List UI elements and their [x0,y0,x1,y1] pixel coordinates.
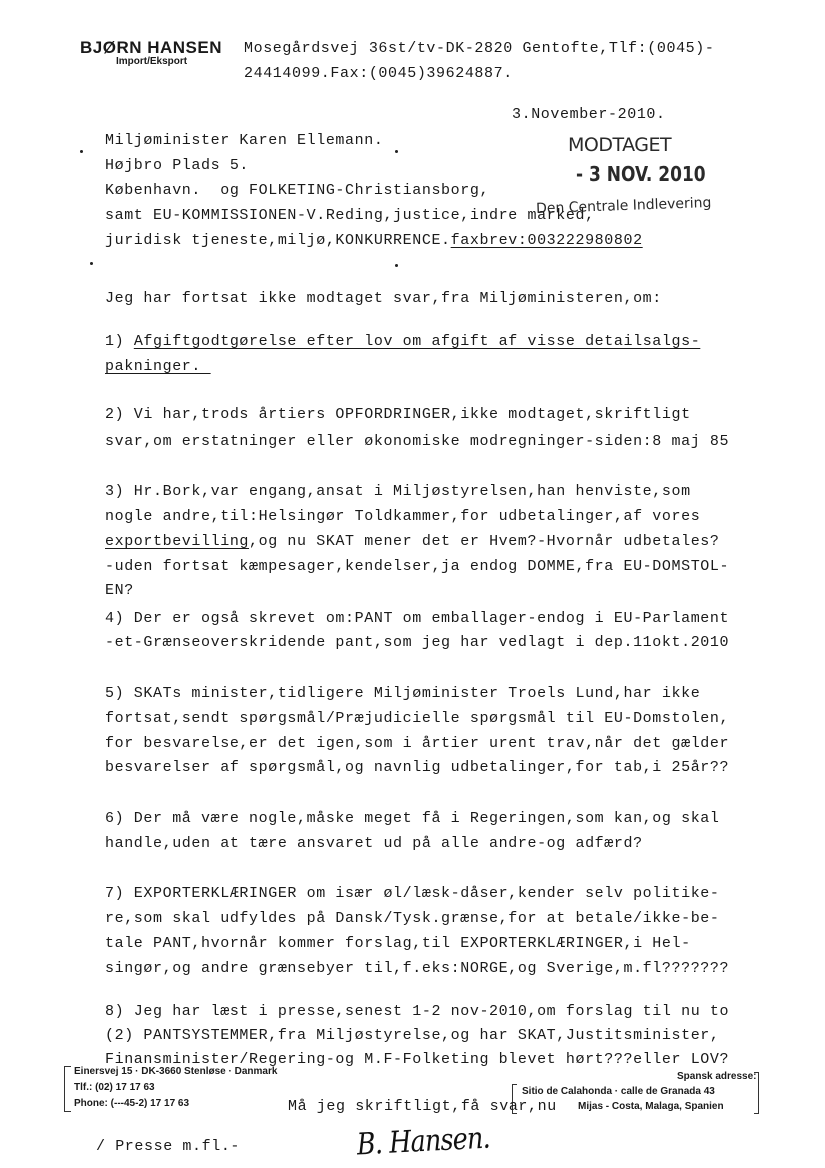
recipient-line-2: Højbro Plads 5. [105,157,250,174]
footer-dk-line-1: Einersvej 15 · DK-3660 Stenløse · Danmark [74,1066,278,1077]
recipient-line-3: København. og FOLKETING-Christiansborg, [105,182,490,199]
point-6-line-2: handle,uden at tære ansvaret ud på alle andre-og adfærd? [105,835,643,852]
point-3-line-2: nogle andre,til:Helsingør Toldkammer,for udbetalinger,af vores [105,508,701,525]
footer-es-line-2: Sitio de Calahonda · calle de Granada 43 [522,1086,715,1097]
signature: B. Hansen. [355,1120,491,1163]
point-5-line-2: fortsat,sendt spørgsmål/Præjudicielle spørgsmål til EU-Domstolen, [105,710,730,727]
stamp-date: - 3 NOV. 2010 [576,163,706,187]
point-1-subject: Afgiftgodtgørelse efter lov om afgift af visse detailsalgs- [133,333,701,350]
intro-text: Jeg har fortsat ikke modtaget svar,fra Miljøministeren,om: [105,290,662,307]
footer-dk-line-2: Tlf.: (02) 17 17 63 [74,1082,155,1093]
point-8-line-3: Finansminister/Regering-og M.F-Folketing blevet hørt???eller LOV? [105,1051,730,1068]
recipient-line-4: samt EU-KOMMISSIONEN-V.Reding,justice,indre marked, [105,207,595,224]
recipient-departments: juridisk tjeneste,miljø,KONKURRENCE. [105,232,451,249]
sender-name: BJØRN HANSEN [80,38,223,57]
margin-dot [90,262,93,265]
point-8-line-2: (2) PANTSYSTEMMER,fra Miljøstyrelse,og har SKAT,Justitsminister, [105,1027,720,1044]
point-4-line-2: -et-Grænseoverskridende pant,som jeg har vedlagt i dep.11okt.2010 [105,634,730,651]
point-3-line-3-rest: ,og nu SKAT mener det er Hvem?-Hvornår udbetales? [249,533,720,550]
stamp-received: MODTAGET [568,134,672,156]
point-5-line-4: besvarelser af spørgsmål,og navnlig udbetalinger,for tab,i 25år?? [105,759,730,776]
stamp-office: Den Centrale Indlevering [535,194,712,218]
es-address-bracket-right [754,1072,759,1114]
footer-es-line-3: Mijas - Costa, Malaga, Spanien [578,1101,724,1112]
point-6-line-1: 6) Der må være nogle,måske meget få i Regeringen,som kan,og skal [105,810,720,827]
point-5-line-1: 5) SKATs minister,tidligere Miljøminister Troels Lund,har ikke [105,685,701,702]
point-3-line-3 [105,533,720,550]
sender-address-line2: 24414099.Fax:(0045)39624887. [244,65,513,82]
margin-dot [395,150,398,153]
point-2-line-1: 2) Vi har,trods årtiers OPFORDRINGER,ikke modtaget,skriftligt [105,406,691,423]
sender-address-line1: Mosegårdsvej 36st/tv-DK-2820 Gentofte,Tlf:(0045)- [244,40,715,57]
letter-date: 3.November-2010. [512,106,666,123]
point-1-line-1 [105,333,700,350]
cc-line: / Presse m.fl.- [96,1138,241,1155]
point-7-line-1: 7) EXPORTERKLÆRINGER om især øl/læsk-dåser,kender selv politike- [105,885,720,902]
point-5-line-3: for besvarelse,er det igen,som i årtier urent trav,når det gælder [105,735,730,752]
point-1-number: 1) [105,333,134,350]
point-7-line-4: singør,og andre grænsebyer til,f.eks:NORGE,og Sverige,m.fl??????? [105,960,730,977]
point-2-line-2: svar,om erstatninger eller økonomiske modregninger-siden:8 maj 85 [105,433,730,450]
footer-es-line-1: Spansk adresse: [677,1071,757,1082]
point-7-line-2: re,som skal udfyldes på Dansk/Tysk.grænse,for at betale/ikke-be- [105,910,720,927]
margin-dot [80,150,83,153]
point-8-line-1: 8) Jeg har læst i presse,senest 1-2 nov-2010,om forslag til nu to [105,1003,730,1020]
point-4-line-1: 4) Der er også skrevet om:PANT om emballager-endog i EU-Parlament [105,610,730,627]
point-3-line-5: EN? [105,582,134,599]
point-7-line-3: tale PANT,hvornår kommer forslag,til EXPORTERKLÆRINGER,i Hel- [105,935,691,952]
sender-subtitle: Import/Eksport [116,56,188,67]
footer-dk-line-3: Phone: (---45-2) 17 17 63 [74,1098,190,1109]
point-3-line-1: 3) Hr.Bork,var engang,ansat i Miljøstyrelsen,han henviste,som [105,483,691,500]
point-3-export-permit: exportbevilling [105,533,250,550]
recipient-line-1: Miljøminister Karen Ellemann. [105,132,384,149]
closing-question: Må jeg skriftligt,få svar,nu [288,1098,557,1115]
recipient-line-5 [105,232,643,249]
point-1-line-2: pakninger. [105,358,211,375]
point-3-line-4: -uden fortsat kæmpesager,kendelser,ja endog DOMME,fra EU-DOMSTOL- [105,558,730,575]
margin-dot [395,264,398,267]
dk-address-bracket [64,1066,71,1112]
fax-reference: faxbrev:003222980802 [450,232,643,249]
